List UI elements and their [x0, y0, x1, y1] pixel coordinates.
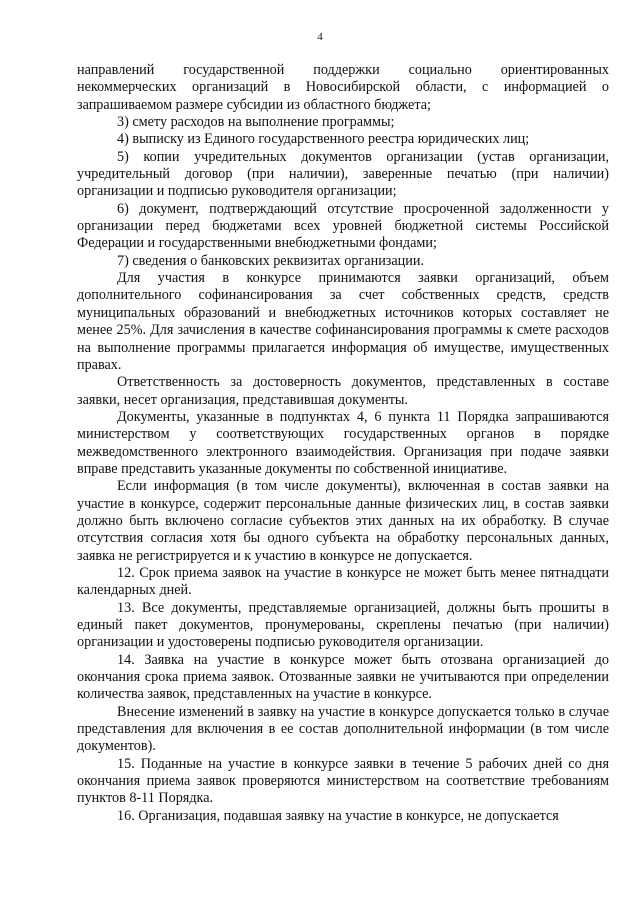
document-body: [77, 62, 609, 825]
list-item-4: 4) выписку из Единого государственного реестра юридических лиц;: [117, 131, 530, 148]
list-item-5: 5) копии учредительных документов организации (устав организации, учредительный договор (при наличии), заверенные печатью (при наличии) организации и подписью руководителя организации;: [77, 148, 609, 200]
paragraph-responsibility: Ответственность за достоверность документов, представленных в составе заявки, несет организация, представившая документы.: [77, 374, 609, 408]
paragraph-personal-data: Если информация (в том числе документы), включенная в состав заявки на участие в конкурсе, содержит персональные данные физических лиц, в состав заявки должно быть включено согласие субъектов этих данных на их обработку. В случае отсутствия согласия хотя бы одного субъекта на обработку персональных данных, заявка не регистрируется и к участию в конкурсе не допускается.: [77, 478, 609, 564]
clause-12: 12. Срок приема заявок на участие в конкурсе не может быть менее пятнадцати календарных дней.: [77, 564, 609, 599]
list-item-6: 6) документ, подтверждающий отсутствие просроченной задолженности у организации перед бюджетами всех уровней бюджетной системы Российской Федерации и государственными внебюджетными фондами;: [77, 200, 609, 252]
page-number: 4: [317, 31, 323, 43]
paragraph-cofinancing: Для участия в конкурсе принимаются заявки организаций, объем дополнительного софинансирования за счет собственных средств, средств муниципальных образований и внебюджетных источников которых составляет не менее 25%. Для зачисления в качестве софинансирования программы к смете расходов на выполнение программы прилагается информация об имуществе, имущественных правах.: [77, 270, 609, 373]
clause-15: 15. Поданные на участие в конкурсе заявки в течение 5 рабочих дней со дня окончания приема заявок проверяются министерством на соответствие требованиям пунктов 8-11 Порядка.: [77, 755, 609, 807]
paragraph-continued: направлений государственной поддержки социально ориентированных некоммерческих организаций в Новосибирской области, с информацией о запрашиваемом размере субсидии из областного бюджета;: [77, 62, 609, 113]
paragraph-amendments: Внесение изменений в заявку на участие в конкурсе допускается только в случае представления для включения в ее состав дополнительной информации (в том числе документов).: [77, 703, 609, 755]
clause-13: 13. Все документы, представляемые организацией, должны быть прошиты в единый пакет документов, пронумерованы, скреплены печатью (при наличии) организации и удостоверены подписью руководителя организации.: [77, 599, 609, 651]
paragraph-interagency-request: Документы, указанные в подпунктах 4, 6 пункта 11 Порядка запрашиваются министерством у соответствующих государственных органов в порядке межведомственного электронного взаимодействия. Организация при подаче заявки вправе представить указанные документы по собственной инициативе.: [77, 408, 609, 477]
list-item-7: 7) сведения о банковских реквизитах организации.: [117, 252, 425, 269]
clause-16: 16. Организация, подавшая заявку на участие в конкурсе, не допускается: [117, 807, 559, 824]
list-item-3: 3) смету расходов на выполнение программы;: [117, 114, 395, 131]
clause-14: 14. Заявка на участие в конкурсе может быть отозвана организацией до окончания срока приема заявок. Отозванные заявки не учитываются при определении количества заявок, представленных на участие в конкурсе.: [77, 651, 609, 703]
